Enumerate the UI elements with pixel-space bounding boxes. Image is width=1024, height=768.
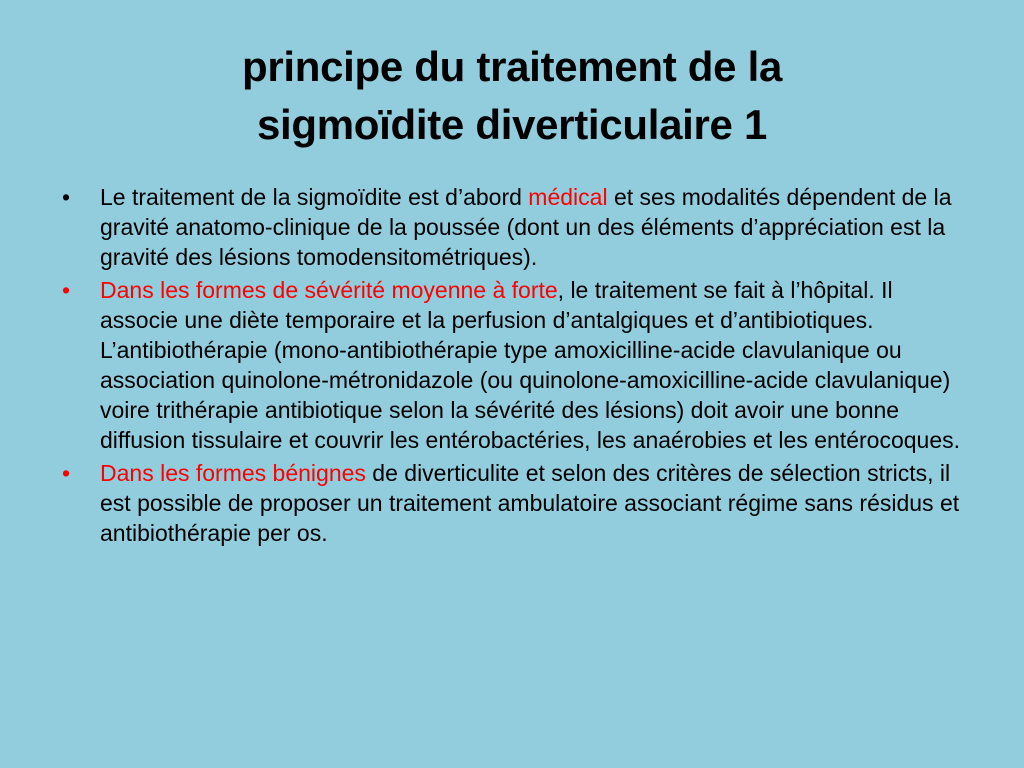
bullet-text-post: de diverticulite et selon des critères de sélection stricts, il est possible de proposer un traitement ambulatoire associant régime sans résidus et antibiothérapie per os. [100,460,960,546]
bullet-text-highlight: Dans les formes bénignes [100,460,366,486]
bullet-text-post: , le traitement se fait à l’hôpital. Il associe une diète temporaire et la perfusion d’antalgiques et d’antibiotiques. L’antibiothérapie (mono-antibiothérapie type amoxicilline-acide clavulanique ou association quinolone-métronidazole (ou quinolone-amoxicilline-acide clavulanique) voire trithérapie antibiotique selon la sévérité des lésions) doit avoir une bonne diffusion tissulaire et couvrir les entérobactéries, les anaérobies et les entérocoques. [100,277,960,453]
bullet-text-pre: Le traitement de la sigmoïdite est d’abord [100,184,529,210]
bullet-item-1 [62,182,967,272]
bullet-text-post: et ses modalités dépendent de la gravité anatomo-clinique de la poussée (dont un des éléments d’appréciation est la gravité des lésions tomodensitométriques). [100,184,952,270]
slide-title-line-1: principe du traitement de la [241,43,783,90]
bullet-marker: • [62,460,71,486]
bullet-list [62,182,967,551]
bullet-marker: • [62,277,71,303]
bullet-item-3 [62,458,967,548]
slide-title-line-2: sigmoïdite diverticulaire 1 [256,101,768,148]
slide-title [60,38,964,154]
bullet-item-2 [62,275,967,455]
bullet-text-highlight: médical [528,184,608,210]
bullet-text-highlight: Dans les formes de sévérité moyenne à forte [100,277,558,303]
bullet-marker: • [62,184,71,210]
